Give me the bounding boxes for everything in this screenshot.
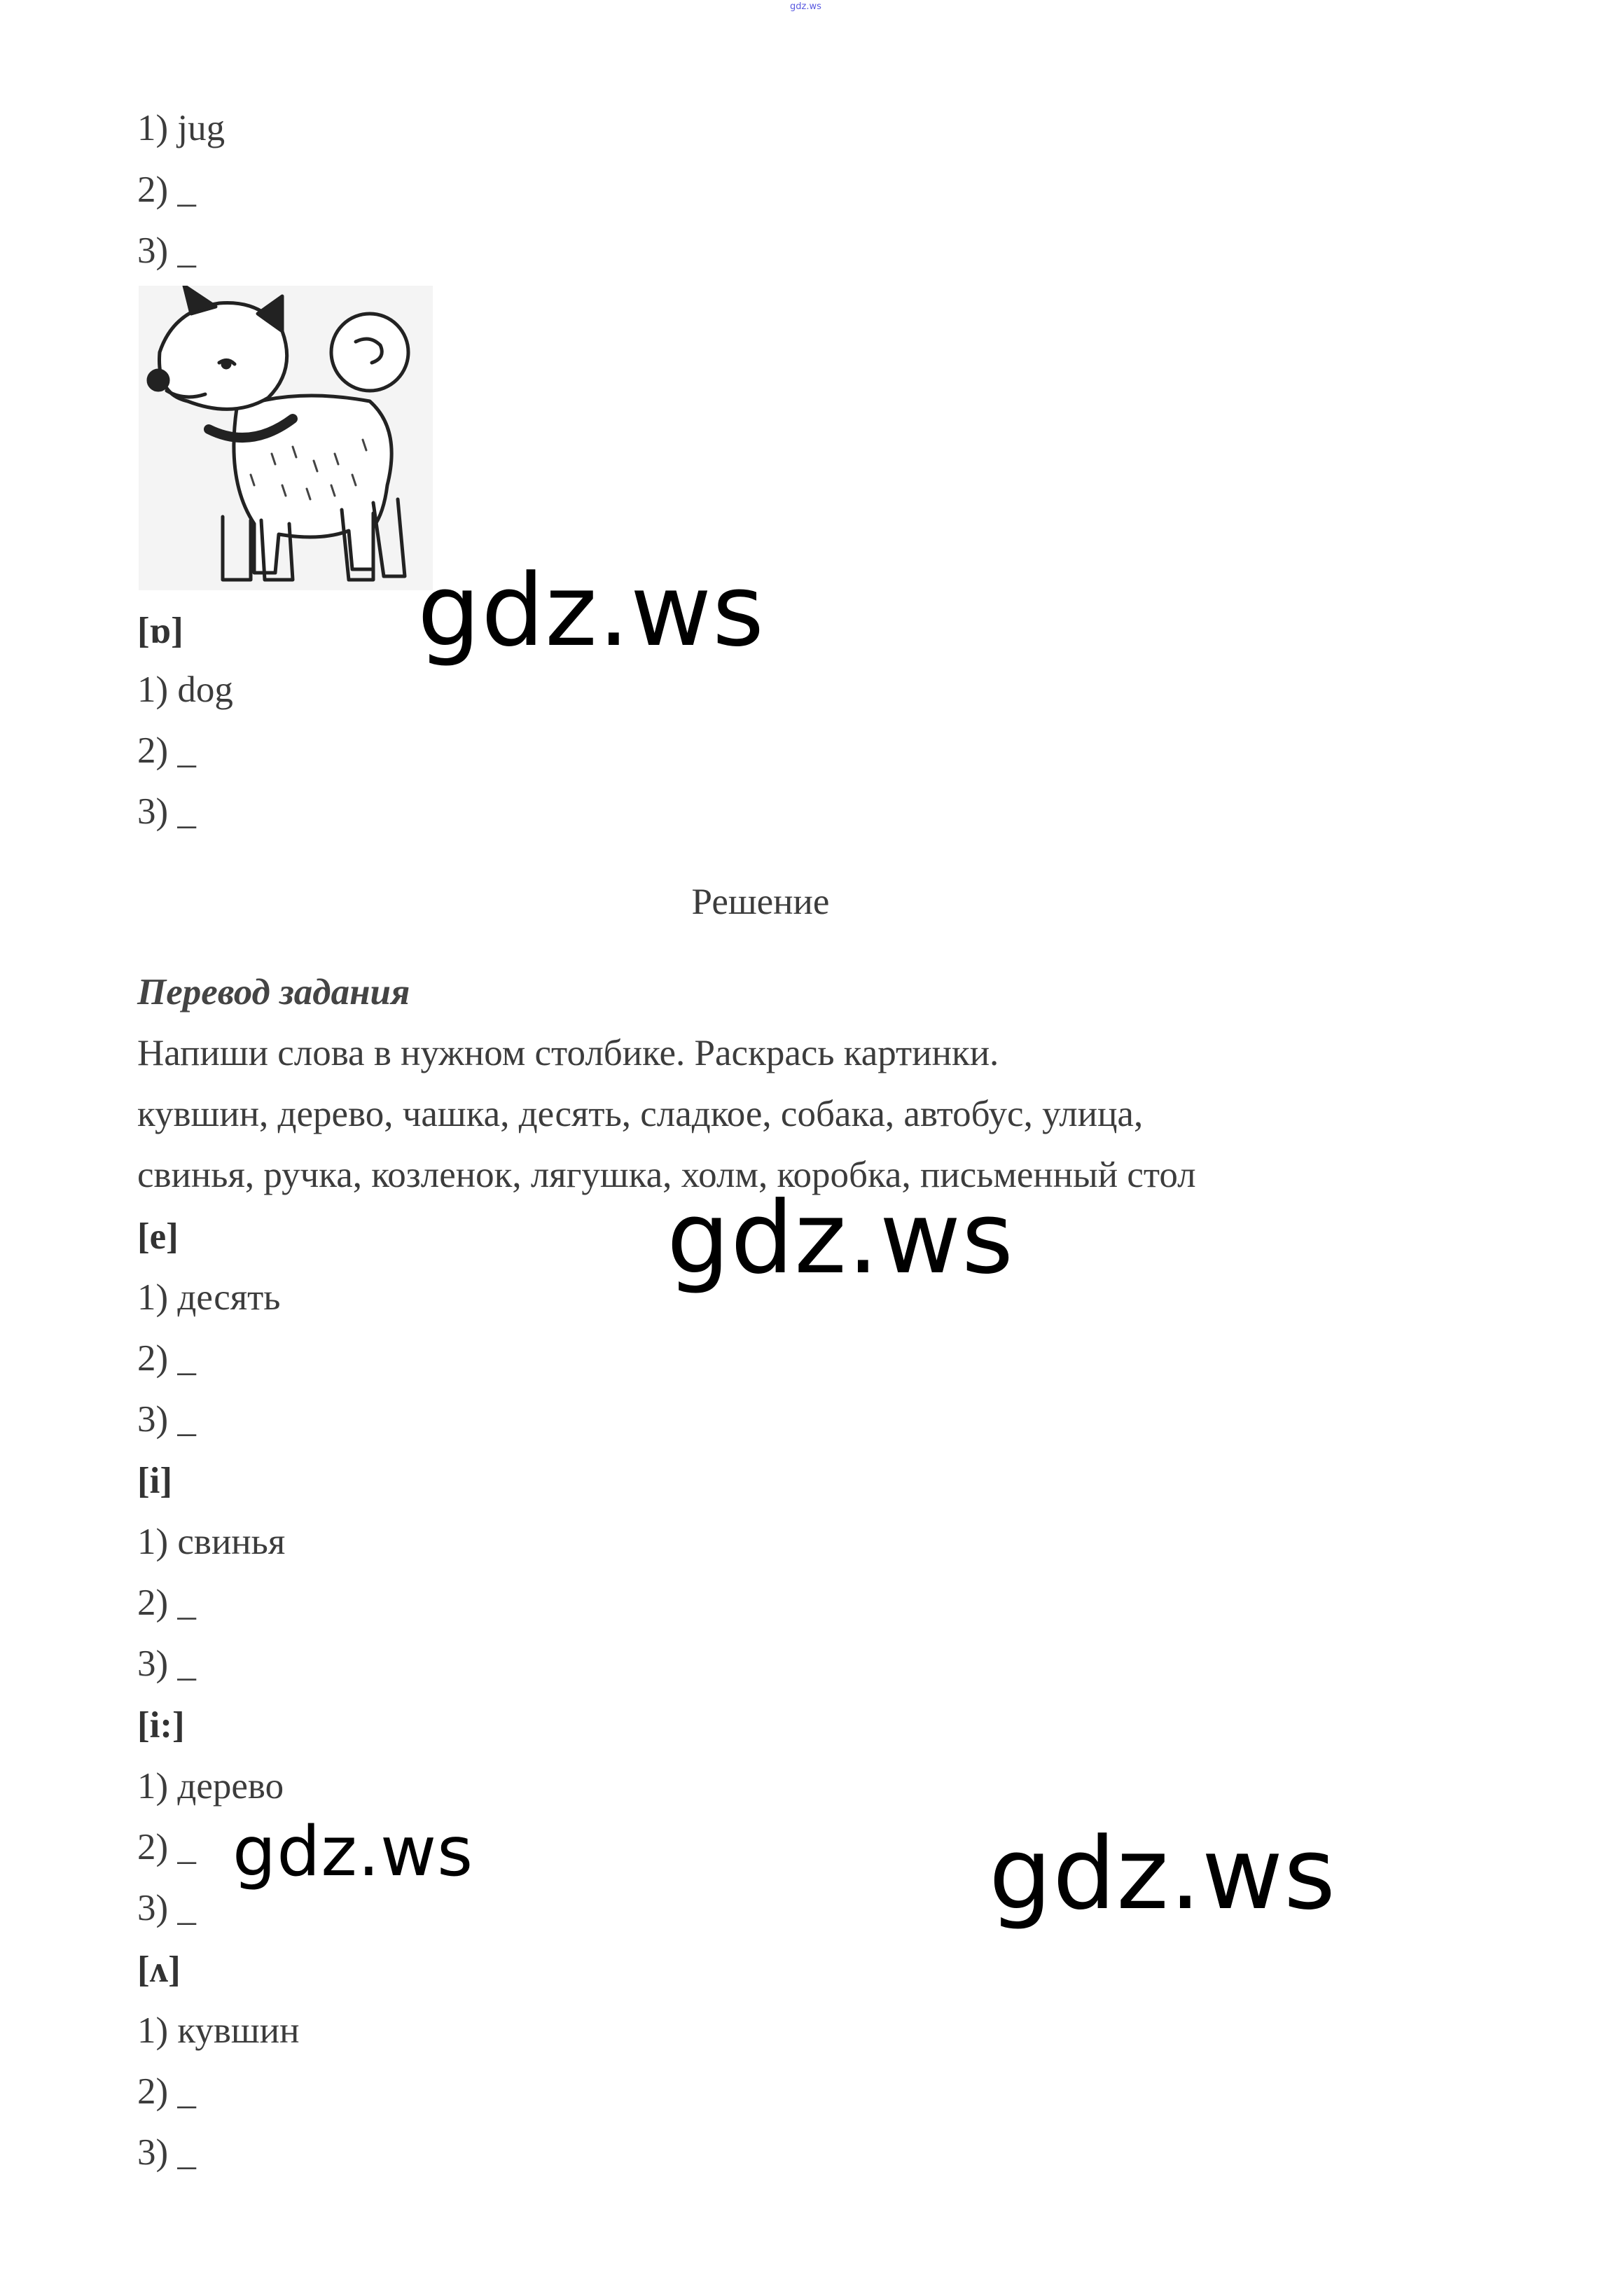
list-item: 1) кувшин — [137, 2010, 300, 2051]
site-mark: gdz.ws — [790, 1, 821, 12]
list-item: 2) _ — [137, 1582, 196, 1623]
dog-illustration — [139, 286, 433, 590]
watermark: gdz.ws — [233, 1812, 474, 1892]
phoneme-header: [i:] — [137, 1705, 185, 1746]
list-item: 2) _ — [137, 730, 196, 771]
list-item: 2) _ — [137, 2071, 196, 2112]
phoneme-header: [ʌ] — [137, 1949, 181, 1990]
translation-text: Напиши слова в нужном столбике. Раскрась картинки. — [137, 1033, 999, 1073]
list-item: 3) _ — [137, 1888, 196, 1928]
list-item: 3) _ — [137, 1643, 196, 1684]
phoneme-header: [e] — [137, 1216, 179, 1257]
list-item: 1) дерево — [137, 1766, 284, 1807]
list-item: 2) _ — [137, 169, 196, 210]
list-item: 3) _ — [137, 230, 196, 271]
phoneme-header: [i] — [137, 1461, 173, 1501]
solution-title: Решение — [691, 882, 830, 922]
list-item: 1) десять — [137, 1277, 281, 1318]
watermark: gdz.ws — [667, 1181, 1015, 1296]
list-item: 3) _ — [137, 1399, 196, 1440]
watermark: gdz.ws — [417, 553, 765, 669]
list-item: 2) _ — [137, 1827, 196, 1867]
list-item: 3) _ — [137, 2132, 196, 2173]
list-item: 1) dog — [137, 669, 233, 710]
list-item: 1) jug — [137, 108, 225, 148]
translation-text: кувшин, дерево, чашка, десять, сладкое, собака, автобус, улица, — [137, 1094, 1144, 1134]
watermark: gdz.ws — [989, 1816, 1337, 1932]
translation-title: Перевод задания — [137, 972, 410, 1013]
list-item: 1) свинья — [137, 1522, 286, 1562]
list-item: 3) _ — [137, 791, 196, 832]
phoneme-header: [ɒ] — [137, 611, 183, 651]
list-item: 2) _ — [137, 1338, 196, 1379]
translation-text: свинья, ручка, козленок, лягушка, холм, коробка, письменный стол — [137, 1155, 1196, 1195]
